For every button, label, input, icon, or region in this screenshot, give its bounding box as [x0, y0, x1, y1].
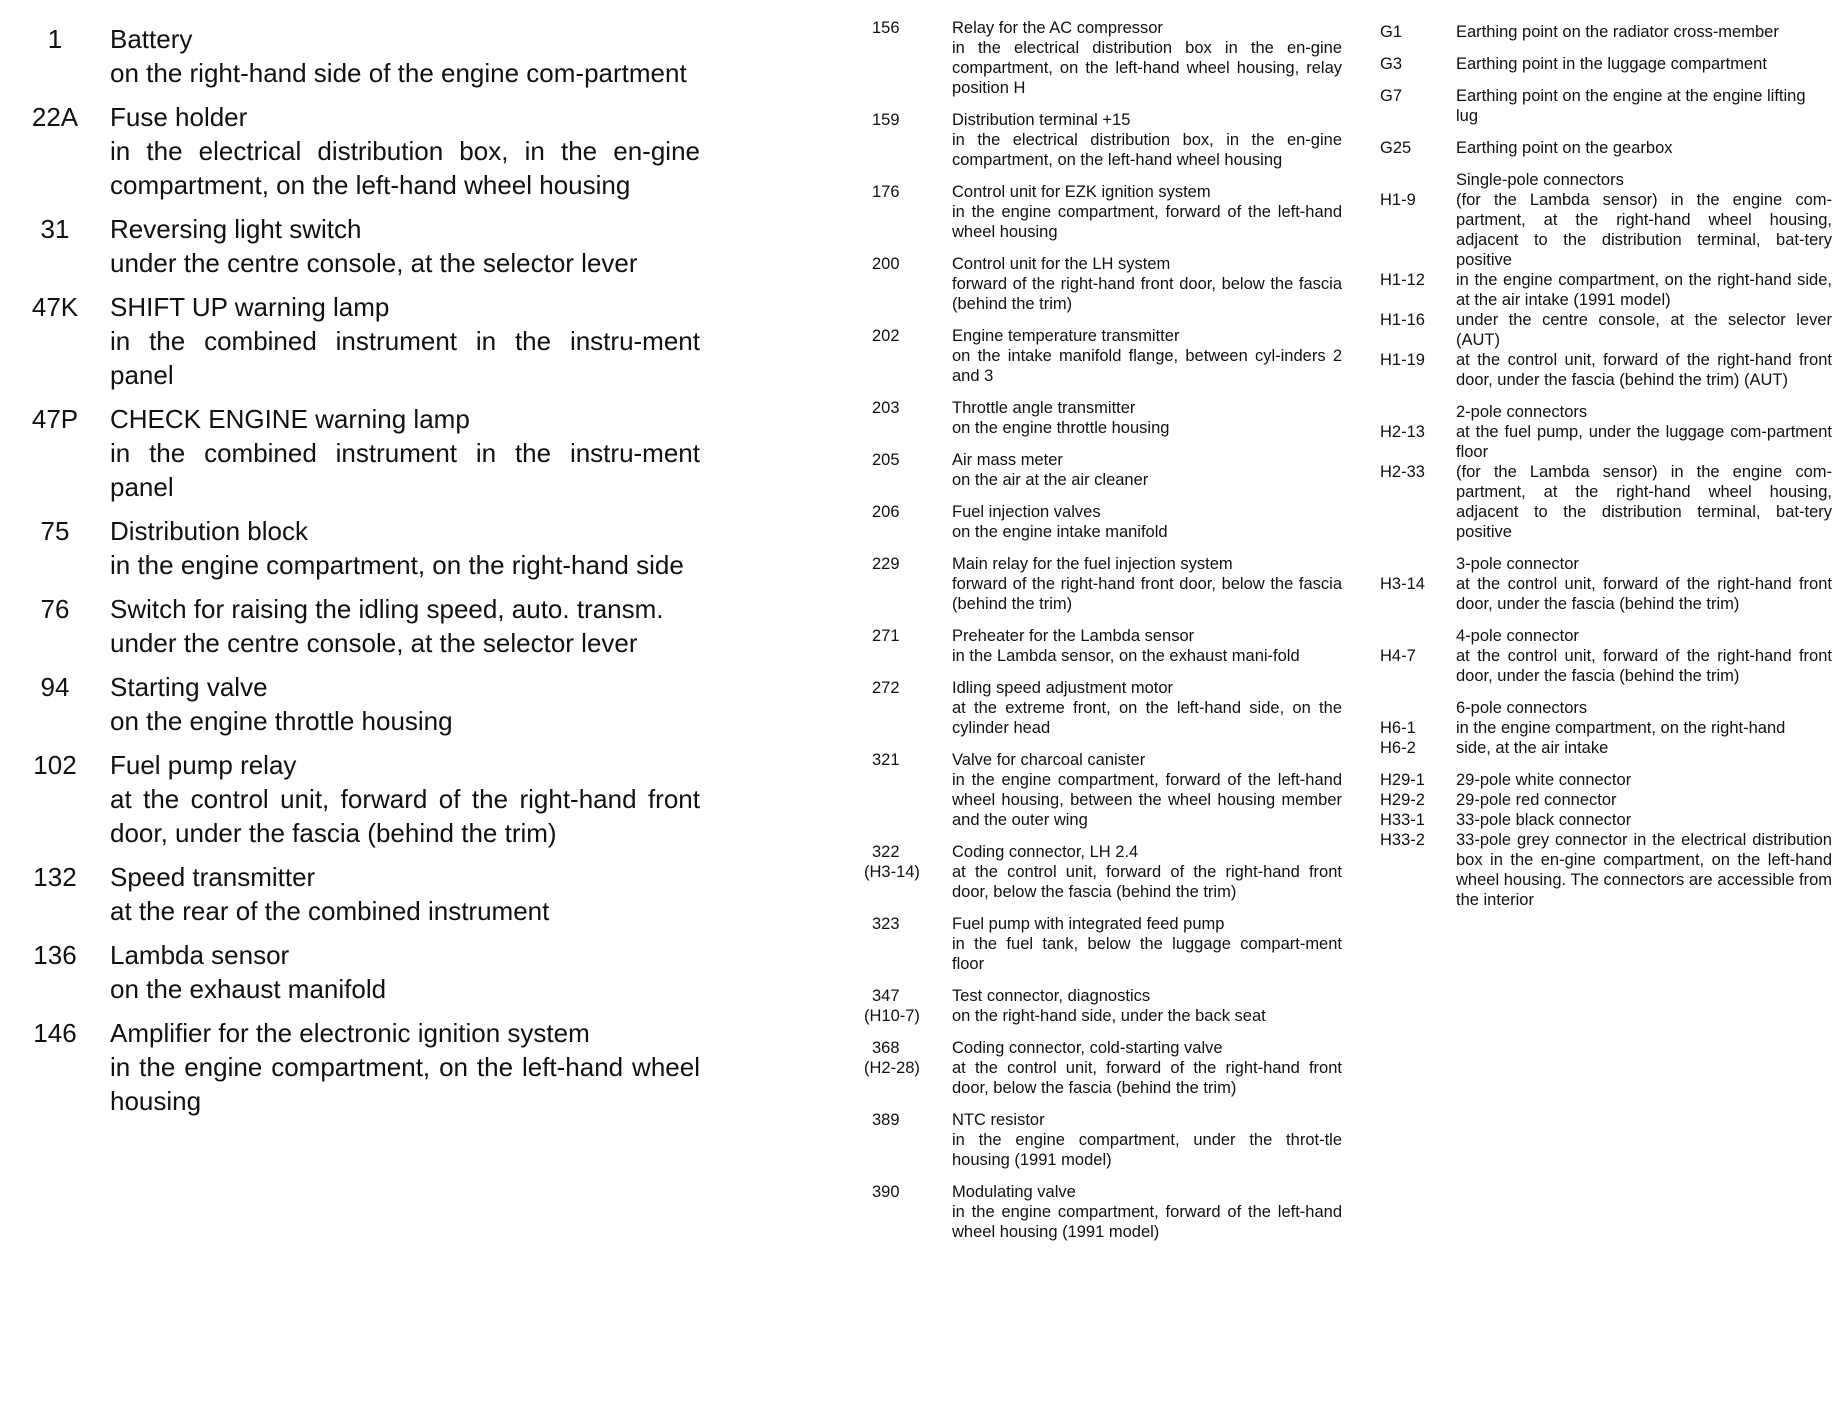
list-item [0, 670, 700, 738]
item-number: 75 [40, 516, 70, 546]
item-number: G25 [1380, 139, 1412, 157]
item-title: Starting valve [110, 672, 268, 702]
item-title: Relay for the AC compressor [952, 19, 1163, 37]
item-location: on the air at the air cleaner [952, 471, 1149, 489]
item-number: H1-16 [1380, 311, 1425, 329]
list-item [864, 986, 1342, 1026]
item-number: 1 [47, 24, 63, 54]
item-number: G7 [1380, 87, 1403, 105]
item-location: in the engine compartment, forward of the left-hand wheel housing, between the wheel housing member and the outer wing [952, 771, 1342, 829]
item-text: at the control unit, forward of the right-hand front door, under the fascia (behind the trim) [1456, 647, 1832, 685]
item-title: Distribution terminal +15 [952, 111, 1131, 129]
list-item [872, 914, 1342, 974]
component-list-middle [864, 18, 1342, 1254]
item-number: H1-9 [1380, 191, 1416, 209]
item-location: in the combined instrument in the instru-ment panel [110, 326, 700, 390]
item-location: in the fuel tank, below the luggage compart-ment floor [952, 935, 1342, 973]
item-text: at the control unit, forward of the right-hand front door, under the fascia (behind the trim) (AUT) [1456, 351, 1832, 389]
item-text: at the fuel pump, under the luggage com-partment floor [1456, 423, 1832, 461]
item-text: 33-pole black connector [1456, 811, 1632, 829]
list-item [1380, 738, 1832, 758]
item-location: on the engine throttle housing [110, 706, 453, 736]
item-text: in the engine compartment, on the right-hand [1456, 719, 1786, 737]
item-number: 322 (H3-14) [864, 843, 920, 881]
list-item [872, 182, 1342, 242]
item-location: under the centre console, at the selector lever [110, 628, 638, 658]
item-number: H1-12 [1380, 271, 1425, 289]
list-item [872, 502, 1342, 542]
list-item [1380, 718, 1832, 738]
item-title: SHIFT UP warning lamp [110, 292, 390, 322]
item-location: on the engine intake manifold [952, 523, 1168, 541]
item-number: H33-2 [1380, 831, 1425, 849]
item-text: (for the Lambda sensor) in the engine com-partment, at the right-hand wheel housing, adjacent to the distribution terminal, bat-tery positive [1456, 463, 1832, 541]
list-item [872, 554, 1342, 614]
item-text: under the centre console, at the selector lever (AUT) [1456, 311, 1832, 349]
list-item [0, 860, 700, 928]
item-location: on the exhaust manifold [110, 974, 387, 1004]
item-number: 47P [31, 404, 79, 434]
item-title: Fuel injection valves [952, 503, 1101, 521]
item-title: Throttle angle transmitter [952, 399, 1136, 417]
list-item [1380, 462, 1832, 542]
item-number: H3-14 [1380, 575, 1425, 593]
item-title: Preheater for the Lambda sensor [952, 627, 1195, 645]
item-title: Reversing light switch [110, 214, 362, 244]
item-number: 272 [872, 679, 900, 697]
item-number: 229 [872, 555, 900, 573]
item-number: 176 [872, 183, 900, 201]
item-location: in the electrical distribution box in the en-gine compartment, on the left-hand wheel housing, relay position H [952, 39, 1342, 97]
list-item [0, 100, 700, 202]
list-item [1380, 810, 1832, 830]
item-number: 368 (H2-28) [864, 1039, 920, 1077]
item-location: forward of the right-hand front door, below the fascia (behind the trim) [952, 575, 1342, 613]
item-title: Amplifier for the electronic ignition system [110, 1018, 590, 1048]
list-item [1380, 86, 1832, 126]
item-title: Engine temperature transmitter [952, 327, 1180, 345]
item-location: under the centre console, at the selector lever [110, 248, 638, 278]
list-item [872, 398, 1342, 438]
item-location: on the engine throttle housing [952, 419, 1170, 437]
item-number: H6-2 [1380, 739, 1416, 757]
item-number: 76 [40, 594, 70, 624]
list-item [0, 938, 700, 1006]
item-title: Control unit for EZK ignition system [952, 183, 1211, 201]
item-number: G1 [1380, 23, 1403, 41]
item-number: 389 [872, 1111, 900, 1129]
item-title: Idling speed adjustment motor [952, 679, 1174, 697]
list-item [872, 1110, 1342, 1170]
list-item [872, 326, 1342, 386]
item-text: (for the Lambda sensor) in the engine com-partment, at the right-hand wheel housing, adjacent to the distribution terminal, bat-tery positive [1456, 191, 1832, 269]
list-item [1380, 790, 1832, 810]
item-number: 390 [872, 1183, 900, 1201]
item-number: 102 [33, 750, 77, 780]
section-heading: Single-pole connectors [1456, 171, 1624, 189]
section-heading: 6-pole connectors [1456, 699, 1588, 717]
component-list-left [0, 22, 700, 1128]
item-text: Earthing point on the radiator cross-member [1456, 23, 1779, 41]
item-text: Earthing point in the luggage compartment [1456, 55, 1767, 73]
list-item [1380, 54, 1832, 74]
item-location: at the control unit, forward of the right-hand front door, under the fascia (behind the trim) [110, 784, 700, 848]
item-title: Control unit for the LH system [952, 255, 1171, 273]
item-title: Modulating valve [952, 1183, 1076, 1201]
item-location: on the intake manifold flange, between cyl-inders 2 and 3 [952, 347, 1342, 385]
item-number: 94 [40, 672, 70, 702]
item-text: Earthing point on the gearbox [1456, 139, 1673, 157]
item-location: in the engine compartment, forward of the left-hand wheel housing (1991 model) [952, 1203, 1342, 1241]
list-item [0, 592, 700, 660]
item-number: 200 [872, 255, 900, 273]
item-number: H29-1 [1380, 771, 1425, 789]
item-number: 156 [872, 19, 900, 37]
item-text: Earthing point on the engine at the engine lifting lug [1456, 87, 1806, 125]
list-item [872, 110, 1342, 170]
item-text: at the control unit, forward of the right-hand front door, under the fascia (behind the trim) [1456, 575, 1832, 613]
list-item [1380, 422, 1832, 462]
item-location: forward of the right-hand front door, below the fascia (behind the trim) [952, 275, 1342, 313]
list-item [1380, 270, 1832, 310]
list-item [864, 842, 1342, 902]
item-location: in the electrical distribution box, in the en-gine compartment, on the left-hand wheel housing [952, 131, 1342, 169]
list-item [872, 750, 1342, 830]
item-number: 203 [872, 399, 900, 417]
list-item [1380, 190, 1832, 270]
list-item [1380, 350, 1832, 390]
item-number: 159 [872, 111, 900, 129]
item-number: 321 [872, 751, 900, 769]
item-number: H33-1 [1380, 811, 1425, 829]
item-title: Fuse holder [110, 102, 248, 132]
item-number: 271 [872, 627, 900, 645]
item-title: Switch for raising the idling speed, auto. transm. [110, 594, 664, 624]
list-item [0, 22, 700, 90]
item-location: in the electrical distribution box, in the en-gine compartment, on the left-hand wheel housing [110, 136, 700, 200]
item-text: side, at the air intake [1456, 739, 1609, 757]
section-heading: 2-pole connectors [1456, 403, 1588, 421]
item-text: 29-pole red connector [1456, 791, 1617, 809]
list-item [864, 1038, 1342, 1098]
item-title: Lambda sensor [110, 940, 290, 970]
item-title: Valve for charcoal canister [952, 751, 1146, 769]
item-title: Coding connector, cold-starting valve [952, 1039, 1223, 1057]
item-location: in the combined instrument in the instru-ment panel [110, 438, 700, 502]
item-title: Air mass meter [952, 451, 1063, 469]
item-number: 323 [872, 915, 900, 933]
item-location: on the right-hand side, under the back seat [952, 1007, 1266, 1025]
item-number: H4-7 [1380, 647, 1416, 665]
list-item [872, 1182, 1342, 1242]
item-location: at the control unit, forward of the right-hand front door, below the fascia (behind the trim) [952, 863, 1342, 901]
item-number: 132 [33, 862, 77, 892]
item-location: at the extreme front, on the left-hand side, on the cylinder head [952, 699, 1342, 737]
list-item [0, 290, 700, 392]
item-number: 31 [40, 214, 70, 244]
list-item [0, 514, 700, 582]
item-location: in the engine compartment, under the throt-tle housing (1991 model) [952, 1131, 1342, 1169]
item-number: G3 [1380, 55, 1403, 73]
list-item [0, 212, 700, 280]
item-number: 22A [31, 102, 79, 132]
item-location: at the rear of the combined instrument [110, 896, 550, 926]
list-item [872, 626, 1342, 666]
list-item [1380, 138, 1832, 158]
connector-list-right [1380, 22, 1832, 910]
item-location: in the Lambda sensor, on the exhaust mani-fold [952, 647, 1300, 665]
item-title: Distribution block [110, 516, 308, 546]
item-number: 206 [872, 503, 900, 521]
section-heading: 3-pole connector [1456, 555, 1579, 573]
list-item [872, 18, 1342, 98]
item-location: in the engine compartment, forward of the left-hand wheel housing [952, 203, 1342, 241]
item-text: 33-pole grey connector in the electrical distribution box in the en-gine compartment, on the left-hand wheel housing. The connectors are accessible from the interior [1456, 831, 1832, 909]
item-location: at the control unit, forward of the right-hand front door, below the fascia (behind the trim) [952, 1059, 1342, 1097]
list-item [0, 748, 700, 850]
item-number: 136 [33, 940, 77, 970]
item-location: in the engine compartment, on the left-hand wheel housing [110, 1052, 700, 1116]
item-number: 347 (H10-7) [864, 987, 920, 1025]
list-item [1380, 830, 1832, 910]
item-number: H2-33 [1380, 463, 1425, 481]
item-title: Fuel pump with integrated feed pump [952, 915, 1225, 933]
item-text: 29-pole white connector [1456, 771, 1632, 789]
list-item [1380, 310, 1832, 350]
list-item [872, 678, 1342, 738]
item-title: Battery [110, 24, 193, 54]
item-text: in the engine compartment, on the right-hand side, at the air intake (1991 model) [1456, 271, 1832, 309]
item-number: 47K [31, 292, 79, 322]
item-number: H6-1 [1380, 719, 1416, 737]
list-item [872, 254, 1342, 314]
item-title: Coding connector, LH 2.4 [952, 843, 1139, 861]
item-number: H29-2 [1380, 791, 1425, 809]
section-heading: 4-pole connector [1456, 627, 1579, 645]
item-title: Test connector, diagnostics [952, 987, 1151, 1005]
item-location: in the engine compartment, on the right-hand side [110, 550, 684, 580]
list-item [0, 402, 700, 504]
item-title: Speed transmitter [110, 862, 316, 892]
list-item [0, 1016, 700, 1118]
item-number: 202 [872, 327, 900, 345]
item-title: Main relay for the fuel injection system [952, 555, 1233, 573]
item-number: 146 [33, 1018, 77, 1048]
item-location: on the right-hand side of the engine com-partment [110, 58, 687, 88]
item-title: NTC resistor [952, 1111, 1045, 1129]
list-item [1380, 646, 1832, 686]
list-item [1380, 574, 1832, 614]
item-title: CHECK ENGINE warning lamp [110, 404, 470, 434]
list-item [1380, 770, 1832, 790]
item-number: H2-13 [1380, 423, 1425, 441]
item-number: H1-19 [1380, 351, 1425, 369]
item-title: Fuel pump relay [110, 750, 297, 780]
list-item [1380, 22, 1832, 42]
list-item [872, 450, 1342, 490]
item-number: 205 [872, 451, 900, 469]
